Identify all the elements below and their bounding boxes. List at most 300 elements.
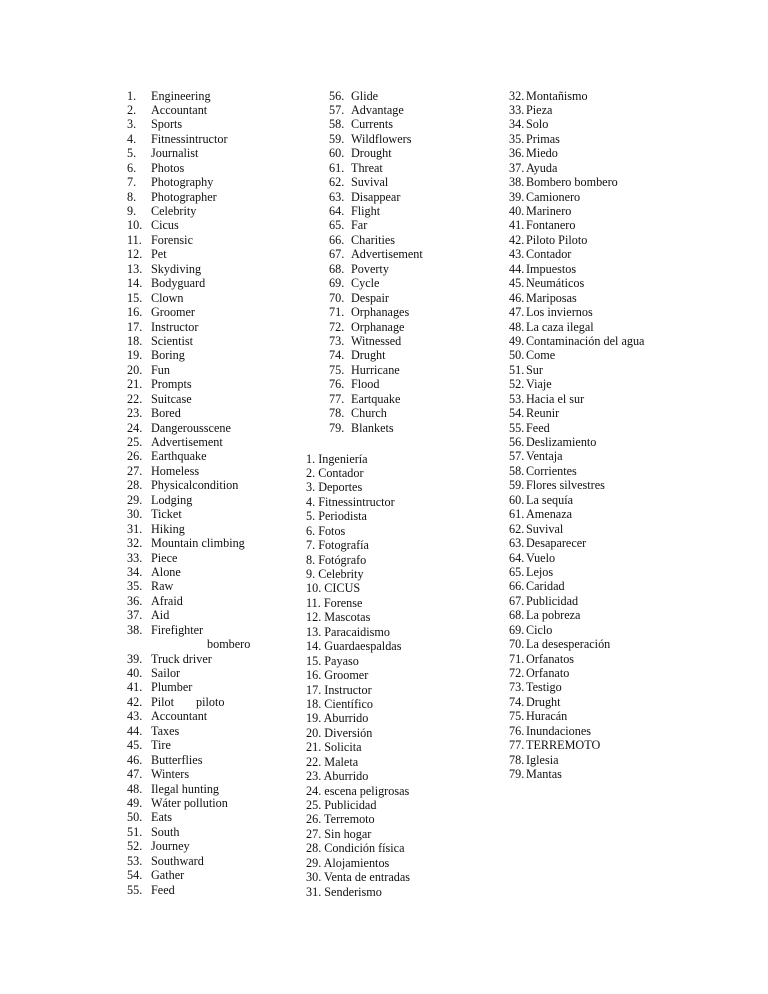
item-number: 27. (127, 463, 143, 478)
list-item: 28. Condición física (306, 841, 405, 856)
item-text: Orphanages (351, 305, 410, 320)
item-text: Piloto Piloto (526, 232, 588, 247)
list-item (509, 478, 644, 492)
item-text: Advertisement (151, 435, 223, 449)
item-number: 6. (127, 160, 137, 175)
item-text: Viaje (526, 377, 552, 392)
item-number: 66. (509, 579, 525, 594)
item-text: Firefighter (151, 622, 204, 637)
list-item (127, 753, 250, 767)
item-number: 57. (509, 449, 525, 464)
item-text: Inundaciones (526, 723, 591, 738)
list-item (127, 493, 250, 507)
item-text: Los inviernos (526, 305, 593, 320)
list-item (127, 608, 250, 622)
list-item: 9. Celebrity (306, 567, 364, 581)
item-number: 40. (127, 666, 143, 680)
list-item (509, 377, 644, 391)
item-text: Sailor (151, 666, 181, 680)
item-text: Hacia el sur (526, 391, 585, 406)
list-item (509, 392, 644, 406)
item-number: 78. (329, 406, 345, 421)
item-number: 31. (127, 521, 143, 536)
list-item (329, 377, 423, 391)
list-item (509, 117, 644, 131)
list-item (329, 334, 423, 348)
item-text: Bored (151, 406, 181, 421)
item-text: Boring (151, 348, 185, 363)
item-number: 26. (127, 449, 143, 464)
list-item (127, 161, 250, 175)
item-text: Advertisement (351, 247, 423, 262)
item-number: 77. (509, 738, 525, 753)
list-item (127, 623, 250, 637)
list-item (127, 883, 250, 897)
list-item (127, 421, 250, 435)
item-number: 73. (509, 680, 525, 695)
item-number: 44. (509, 261, 525, 276)
list-item (509, 507, 644, 521)
item-number: 41. (127, 680, 143, 695)
item-number: 37. (127, 608, 143, 623)
list-item (127, 406, 250, 420)
list-item (127, 478, 250, 492)
item-number: 61. (509, 507, 525, 522)
item-number: 34. (509, 117, 525, 132)
list-item (509, 449, 644, 463)
item-number: 60. (329, 146, 345, 161)
list-item (127, 652, 250, 666)
item-number: 68. (509, 608, 525, 623)
list-item: 19. Aburrido (306, 711, 369, 726)
item-text: La pobreza (526, 608, 581, 623)
item-text: Aid (151, 608, 170, 623)
list-item (509, 551, 644, 565)
list-item (127, 276, 250, 290)
list-item (329, 233, 423, 247)
list-item (127, 767, 250, 781)
item-text: Eats (151, 810, 172, 825)
list-item (509, 623, 644, 637)
item-number: 35. (509, 131, 525, 146)
item-text: Corrientes (526, 463, 577, 478)
item-number: 39. (127, 651, 143, 666)
list-item (329, 146, 423, 160)
list-item (509, 218, 644, 232)
list-item: 27. Sin hogar (306, 826, 372, 841)
item-text: Cycle (351, 276, 380, 291)
item-text: Raw (151, 579, 174, 594)
list-item (127, 392, 250, 406)
list-item: 29. Alojamientos (306, 855, 390, 870)
list-item (127, 709, 250, 723)
item-number: 71. (509, 651, 525, 666)
item-number: 19. (127, 348, 143, 363)
item-number: 65. (329, 218, 345, 233)
item-text: Solo (526, 117, 549, 132)
item-number: 38. (509, 175, 525, 190)
list-item (509, 608, 644, 622)
item-number: 50. (127, 810, 143, 825)
item-number: 57. (329, 102, 345, 117)
item-number: 23. (127, 406, 143, 421)
list-item (329, 117, 423, 131)
list-item (127, 363, 250, 377)
list-item (509, 709, 644, 723)
item-number: 75. (509, 709, 525, 724)
list-item (127, 218, 250, 232)
item-number: 64. (509, 550, 525, 565)
list-item (127, 247, 250, 261)
item-number: 16. (127, 305, 143, 320)
item-number: 7. (127, 175, 137, 190)
item-number: 76. (329, 377, 345, 392)
item-number: 2. (127, 102, 137, 117)
item-text: Come (526, 348, 556, 363)
list-item (127, 305, 250, 319)
item-text: Suvival (351, 175, 389, 190)
list-item (127, 449, 250, 463)
item-number: 78. (509, 752, 525, 767)
item-number: 54. (509, 406, 525, 421)
item-text: Ilegal hunting (151, 781, 220, 796)
item-number: 79. (329, 420, 345, 435)
item-number: 69. (509, 622, 525, 637)
list-item (329, 276, 423, 290)
item-text: Butterflies (151, 752, 203, 767)
item-text: Suitcase (151, 391, 192, 406)
list-item (127, 522, 250, 536)
item-text: Forensic (151, 232, 193, 247)
item-number: 67. (509, 593, 525, 608)
list-item (127, 190, 250, 204)
item-number: 34. (127, 564, 143, 579)
list-item (127, 146, 250, 160)
item-text: Drught (526, 694, 561, 709)
list-item (509, 464, 644, 478)
item-number: 63. (329, 189, 345, 204)
list-item (127, 132, 250, 146)
item-text: Lodging (151, 492, 193, 507)
item-text: Despair (351, 290, 389, 305)
item-text: Instructor (151, 319, 199, 334)
item-text: Taxes (151, 723, 180, 738)
list-item (509, 493, 644, 507)
list-item: 14. Guardaespaldas (306, 639, 402, 654)
list-item (127, 334, 250, 348)
item-text: Huracán (526, 709, 568, 724)
item-text: Eartquake (351, 391, 401, 406)
item-number: 65. (509, 564, 525, 579)
item-text: Currents (351, 117, 393, 132)
item-text: Church (351, 406, 387, 421)
item-number: 48. (509, 319, 525, 334)
list-item (329, 421, 423, 435)
item-number: 45. (127, 738, 143, 753)
item-text: Desaparecer (526, 536, 587, 551)
item-text: Deslizamiento (526, 435, 597, 449)
item-number: 12. (127, 247, 143, 262)
list-item (509, 89, 644, 103)
item-number: 56. (509, 435, 525, 449)
item-text: Winters (151, 767, 190, 782)
item-number: 36. (127, 593, 143, 608)
item-text: Orfanatos (526, 651, 575, 666)
item-number: 49. (127, 795, 143, 810)
list-item: 23. Aburrido (306, 769, 369, 784)
item-text: Hurricane (351, 362, 400, 377)
list-item (509, 320, 644, 334)
item-text: Marinero (526, 204, 572, 218)
item-text: Truck driver (151, 651, 212, 666)
item-text: Orphanage (351, 319, 405, 334)
list-item (329, 204, 423, 218)
list-item: 7. Fotografía (306, 538, 369, 553)
list-item (127, 579, 250, 593)
list-item (127, 637, 250, 651)
item-text: bombero (207, 637, 251, 652)
item-number: 28. (127, 478, 143, 493)
list-item: 25. Publicidad (306, 798, 377, 812)
item-number: 59. (509, 478, 525, 493)
item-number: 29. (127, 492, 143, 507)
item-number: 74. (509, 694, 525, 709)
list-item: 16. Groomer (306, 668, 369, 683)
list-item: 10. CICUS (306, 581, 361, 596)
list-item (127, 594, 250, 608)
list-item (329, 161, 423, 175)
list-item (329, 392, 423, 406)
list-item: 2. Contador (306, 465, 364, 480)
item-text: Photographer (151, 189, 217, 204)
list-item (127, 796, 250, 810)
item-number: 46. (127, 752, 143, 767)
list-item: 11. Forense (306, 595, 363, 610)
list-item (509, 247, 644, 261)
list-item (127, 738, 250, 752)
item-number: 3. (127, 117, 137, 132)
item-text: Far (351, 218, 368, 233)
list-item (329, 320, 423, 334)
list-item (127, 536, 250, 550)
spanish-translation-list-1-31 (306, 452, 410, 900)
spanish-translation-list-32-79 (509, 89, 644, 782)
list-item (329, 218, 423, 232)
list-item (127, 868, 250, 882)
item-text: Ayuda (526, 160, 558, 175)
list-item (329, 363, 423, 377)
item-text: Reunir (526, 406, 560, 421)
list-item (127, 464, 250, 478)
item-number: 62. (329, 175, 345, 190)
item-text: Feed (526, 420, 550, 435)
item-number: 32. (127, 536, 143, 551)
list-item (509, 565, 644, 579)
item-text: Flight (351, 204, 381, 218)
item-number: 50. (509, 348, 525, 363)
item-text: Afraid (151, 593, 183, 608)
item-number: 67. (329, 247, 345, 262)
item-number: 54. (127, 868, 143, 883)
item-text: Pet (151, 247, 167, 262)
item-number: 66. (329, 232, 345, 247)
item-text: Bombero bombero (526, 175, 618, 190)
item-number: 15. (127, 290, 143, 305)
list-item (509, 406, 644, 420)
list-item (509, 767, 644, 781)
list-item (509, 738, 644, 752)
item-text: Engineering (151, 88, 211, 103)
list-item: 8. Fotógrafo (306, 552, 367, 567)
item-number: 55. (509, 420, 525, 435)
list-item (127, 103, 250, 117)
list-item: 22. Maleta (306, 754, 359, 769)
list-item (509, 291, 644, 305)
list-item: 3. Deportes (306, 480, 363, 495)
item-number: 49. (509, 333, 525, 348)
item-number: 44. (127, 723, 143, 738)
item-number: 62. (509, 521, 525, 536)
list-item (329, 247, 423, 261)
item-text: Pilot (151, 694, 175, 709)
item-number: 21. (127, 377, 143, 392)
list-item (127, 724, 250, 738)
item-text: Amenaza (526, 507, 573, 522)
list-item (127, 262, 250, 276)
list-item (509, 637, 644, 651)
item-number: 33. (127, 550, 143, 565)
list-item: 30. Venta de entradas (306, 870, 411, 885)
item-number: 8. (127, 189, 137, 204)
list-item (127, 291, 250, 305)
item-text: Testigo (526, 680, 562, 695)
list-item (509, 103, 644, 117)
item-number: 77. (329, 391, 345, 406)
item-number: 42. (509, 232, 525, 247)
item-number: 51. (509, 362, 525, 377)
item-text: Cicus (151, 218, 179, 233)
list-item (329, 103, 423, 117)
item-number: 70. (509, 637, 525, 652)
item-text: Flores silvestres (526, 478, 605, 493)
list-item (509, 680, 644, 694)
english-word-list-1-55 (127, 89, 250, 898)
list-item (509, 146, 644, 160)
item-number: 46. (509, 290, 525, 305)
item-text: Sports (151, 117, 183, 132)
item-number: 79. (509, 767, 525, 782)
item-text: Photography (151, 175, 214, 190)
list-item (127, 320, 250, 334)
item-text: Feed (151, 882, 175, 897)
list-item (509, 233, 644, 247)
item-text: La caza ilegal (526, 319, 594, 334)
item-number: 47. (127, 767, 143, 782)
item-number: 75. (329, 362, 345, 377)
list-item: 31. Senderismo (306, 884, 382, 899)
item-text: Celebrity (151, 204, 197, 218)
list-item (127, 377, 250, 391)
item-text: Charities (351, 232, 396, 247)
list-item (509, 276, 644, 290)
item-number: 63. (509, 536, 525, 551)
item-number: 42. (127, 694, 143, 709)
item-text: Suvival (526, 521, 564, 536)
item-text: Orfanato (526, 666, 570, 680)
item-text: Poverty (351, 261, 389, 276)
item-text-secondary: piloto (196, 694, 225, 709)
list-item (509, 695, 644, 709)
list-item (509, 594, 644, 608)
item-number: 73. (329, 333, 345, 348)
list-item (509, 753, 644, 767)
item-text: Accountant (151, 102, 208, 117)
item-text: Miedo (526, 146, 558, 161)
item-text: Mantas (526, 767, 562, 782)
list-item (509, 204, 644, 218)
list-item (127, 695, 250, 709)
item-number: 32. (509, 88, 525, 103)
item-number: 76. (509, 723, 525, 738)
list-item (329, 406, 423, 420)
item-number: 4. (127, 131, 137, 146)
item-number: 72. (329, 319, 345, 334)
item-text: La sequía (526, 492, 574, 507)
item-text: Photos (151, 160, 185, 175)
list-item (509, 652, 644, 666)
item-number: 61. (329, 160, 345, 175)
list-item: 18. Científico (306, 696, 374, 711)
item-text: Montañismo (526, 88, 588, 103)
item-text: Pieza (526, 102, 553, 117)
list-item (509, 724, 644, 738)
item-text: Caridad (526, 579, 565, 594)
item-number: 38. (127, 622, 143, 637)
item-text: Threat (351, 160, 383, 175)
item-number: 51. (127, 824, 143, 839)
item-number: 30. (127, 507, 143, 522)
item-text: Flood (351, 377, 380, 392)
item-text: Blankets (351, 420, 394, 435)
item-text: Fitnessintructor (151, 131, 228, 146)
item-text: Dangerousscene (151, 420, 231, 435)
item-text: Journalist (151, 146, 199, 161)
item-text: Homeless (151, 463, 200, 478)
list-item: 13. Paracaidismo (306, 624, 390, 639)
item-text: Southward (151, 853, 204, 868)
item-number: 24. (127, 420, 143, 435)
list-item (329, 132, 423, 146)
list-item (509, 161, 644, 175)
item-number: 68. (329, 261, 345, 276)
item-text: La desesperación (526, 637, 611, 652)
list-item: 21. Solicita (306, 740, 362, 755)
item-number: 59. (329, 131, 345, 146)
item-text: South (151, 824, 180, 839)
list-item (509, 536, 644, 550)
item-number: 70. (329, 290, 345, 305)
item-number: 13. (127, 261, 143, 276)
item-text: Iglesia (526, 752, 559, 767)
list-item (329, 291, 423, 305)
item-number: 25. (127, 435, 143, 449)
item-number: 60. (509, 492, 525, 507)
item-number: 5. (127, 146, 137, 161)
item-text: Mariposas (526, 290, 577, 305)
list-item: 20. Diversión (306, 725, 373, 740)
item-number: 53. (509, 391, 525, 406)
item-number: 58. (509, 463, 525, 478)
